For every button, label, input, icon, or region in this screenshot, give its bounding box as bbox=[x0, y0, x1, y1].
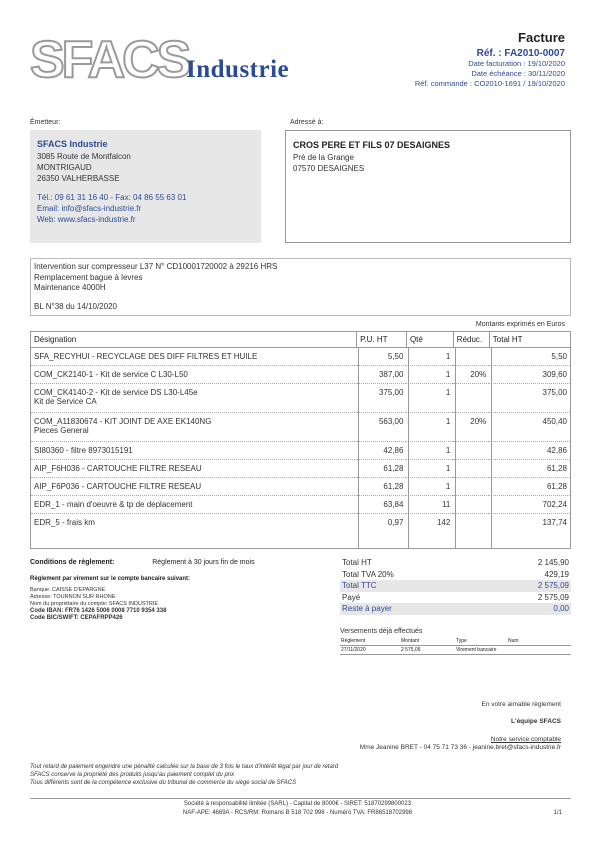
header-pu: P.U. HT bbox=[357, 332, 407, 348]
table-header-row bbox=[31, 332, 570, 348]
emetteur-name: SFACS Industrie bbox=[37, 139, 108, 149]
line-reduc: 20% bbox=[453, 366, 489, 384]
emetteur-address2: MONTRIGAUD bbox=[37, 163, 92, 172]
reste-row bbox=[340, 603, 571, 615]
vers-header-reglement: Règlement bbox=[340, 637, 400, 646]
line-qte: 11 bbox=[406, 496, 453, 514]
client-address1: Pré de la Grange bbox=[293, 153, 354, 162]
line-designation bbox=[31, 348, 357, 366]
vers-type: Virement bancaire bbox=[455, 646, 507, 655]
emetteur-web[interactable]: Web: www.sfacs-industrie.fr bbox=[37, 215, 136, 224]
montants-note: Montants exprimés en Euros bbox=[475, 321, 565, 328]
line-designation-sub: Pieces General bbox=[34, 426, 89, 435]
total-label: Total TVA 20% bbox=[342, 569, 394, 579]
line-pu: 61,28 bbox=[357, 460, 407, 478]
totals-section bbox=[340, 557, 571, 615]
line-designation-main: AIP_F6H036 - CARTOUCHE FILTRE RESEAU bbox=[34, 464, 202, 473]
intervention-line3: Maintenance 4000H bbox=[34, 283, 106, 292]
footer-divider bbox=[30, 798, 571, 799]
line-pu: 0,97 bbox=[387, 518, 404, 527]
line-qte: 1 bbox=[406, 460, 453, 478]
line-reduc bbox=[453, 496, 489, 514]
line-designation-main: SFA_RECYHUI - RECYCLAGE DES DIFF FILTRES ET HUILE bbox=[34, 352, 258, 361]
client-address2: 07570 DESAIGNES bbox=[293, 164, 365, 173]
intervention-box bbox=[30, 258, 571, 316]
line-total: 61,28 bbox=[489, 460, 570, 478]
line-total: 42,86 bbox=[489, 442, 570, 460]
emetteur-email[interactable]: Email: info@sfacs-industrie.fr bbox=[37, 204, 142, 213]
table-row bbox=[31, 496, 570, 514]
emetteur-tel: Tél.: 09 61 31 16 40 - Fax: 04 86 55 63 01 bbox=[37, 193, 187, 202]
line-pu: 63,84 bbox=[357, 496, 407, 514]
table-row bbox=[31, 384, 570, 413]
intervention-line2: Remplacement bague à levres bbox=[34, 272, 143, 282]
bank-owner: Nom du propriétaire du compte: SFACS INDUSTRIE bbox=[30, 601, 159, 607]
line-qte: 1 bbox=[406, 442, 453, 460]
line-reduc bbox=[453, 514, 489, 532]
emetteur-address1: 3085 Route de Montfalcon bbox=[37, 152, 131, 161]
line-pu: 375,00 bbox=[357, 384, 407, 413]
page-number: 1/1 bbox=[553, 810, 562, 816]
line-designation-main: COM_CK4140-2 - Kit de service DS L30-L45e bbox=[34, 388, 198, 397]
conditions-value: Règlement à 30 jours fin de mois bbox=[152, 559, 255, 566]
total-ttc-row bbox=[340, 580, 571, 592]
adresse-label: Adressé à: bbox=[290, 119, 324, 126]
line-designation bbox=[31, 496, 357, 514]
total-value: 2 575,09 bbox=[537, 581, 569, 590]
total-value: 429,19 bbox=[544, 569, 569, 579]
col-divider bbox=[358, 347, 359, 548]
line-reduc bbox=[453, 478, 489, 496]
line-designation bbox=[31, 460, 357, 478]
bank-name: Banque: CAISSE D'EPARGNE bbox=[30, 587, 106, 593]
conditions-label: Conditions de règlement: bbox=[30, 559, 115, 566]
line-designation-main: AIP_F6P036 - CARTOUCHE FILTRE RESEAU bbox=[34, 482, 202, 491]
line-total: 450,40 bbox=[489, 413, 570, 442]
line-designation-main: SI80360 - filtre 8973015191 bbox=[34, 446, 133, 455]
legal-line2: SFACS conserve la propriété des produits jusqu'au paiement complet du prix bbox=[30, 772, 235, 778]
bank-bic: Code BIC/SWIFT: CEPAFRPP426 bbox=[30, 615, 123, 621]
line-total: 137,74 bbox=[542, 518, 567, 527]
line-designation-sub: Kit de Service CA bbox=[34, 397, 97, 406]
vers-num bbox=[507, 646, 571, 655]
total-label: Total HT bbox=[342, 558, 372, 567]
line-designation bbox=[31, 478, 357, 496]
invoice-ref: Réf. : FA2010-0007 bbox=[476, 48, 565, 59]
line-pu: 5,50 bbox=[357, 348, 407, 366]
line-qte: 1 bbox=[406, 348, 453, 366]
adresse-box bbox=[285, 130, 571, 243]
line-qte: 142 bbox=[436, 518, 451, 527]
line-reduc bbox=[453, 384, 489, 413]
vers-montant: 2 575,09 bbox=[400, 646, 455, 655]
intervention-line1: Intervention sur compresseur L37 N° CD10001720002 à 29216 HRS bbox=[34, 262, 278, 271]
service-comptable: Notre service comptable bbox=[490, 736, 561, 743]
line-pu: 563,00 bbox=[357, 413, 407, 442]
total-label: Total TTC bbox=[342, 581, 377, 590]
line-designation-main: COM_CK2140-1 - Kit de service C L30-L50 bbox=[34, 370, 188, 379]
total-label: Reste à payer bbox=[342, 604, 392, 613]
conditions-section bbox=[30, 557, 330, 622]
line-reduc: 20% bbox=[453, 413, 489, 442]
vers-header-num: Num bbox=[507, 637, 571, 646]
legal-line1: Tout retard de paiement engendre une pénalité calculée sur la base de 3 fois le taux d'intérêt légal par jour de retard bbox=[30, 764, 339, 770]
table-row bbox=[31, 348, 570, 366]
header-reduc: Réduc. bbox=[453, 332, 489, 348]
versements-section bbox=[340, 628, 571, 655]
line-designation bbox=[31, 514, 357, 532]
footer-line1: Société à responsabilité limitée (SARL) - Capital de 8000€ - SIRET: 51870299800023 bbox=[183, 801, 412, 807]
table-row bbox=[31, 442, 570, 460]
ref-commande: Réf. commande : CO2010-1691 / 19/10/2020 bbox=[414, 79, 565, 88]
header-designation: Désignation bbox=[31, 332, 357, 348]
table-row bbox=[31, 478, 570, 496]
col-divider bbox=[491, 347, 492, 548]
total-value: 2 575,09 bbox=[537, 592, 569, 602]
contact-line: Mme Jeanine BRET - 04 75 71 73 36 - jeanine.bret@sfacs-industrie.fr bbox=[359, 744, 561, 751]
line-qte: 1 bbox=[406, 413, 453, 442]
line-total: 61,28 bbox=[489, 478, 570, 496]
line-total: 375,00 bbox=[489, 384, 570, 413]
emetteur-address3: 26350 VALHERBASSE bbox=[37, 174, 120, 183]
invoice-header bbox=[415, 30, 565, 89]
line-qte: 1 bbox=[406, 384, 453, 413]
salutation: En votre aimable règlement bbox=[481, 701, 561, 708]
table-row bbox=[31, 413, 570, 442]
vers-header-type: Type bbox=[455, 637, 507, 646]
invoice-lines-table bbox=[30, 331, 571, 549]
vers-header-montant: Montant bbox=[400, 637, 455, 646]
line-total: 5,50 bbox=[489, 348, 570, 366]
line-qte: 1 bbox=[406, 366, 453, 384]
total-tva-row bbox=[340, 569, 571, 581]
line-designation-main: EDR_1 - main d'oeuvre & tp de deplacement bbox=[34, 500, 193, 509]
line-pu: 42,86 bbox=[357, 442, 407, 460]
header-qte: Qté bbox=[406, 332, 453, 348]
legal-line3: Tous différents sont de la compétence exclusive du tribunal de commerce du siège social de SFACS bbox=[30, 780, 297, 786]
table-row bbox=[31, 366, 570, 384]
footer-line2: NAF-APE: 4669A - RCS/RM: Romans B 518 702 998 - Numéro TVA: FR86518702998 bbox=[182, 810, 413, 816]
table-row bbox=[340, 646, 571, 655]
line-designation bbox=[31, 442, 357, 460]
date-echeance: Date échéance : 30/11/2020 bbox=[471, 69, 565, 78]
line-designation-main: COM_A11830674 - KIT JOINT DE AXE EK140NG bbox=[34, 417, 212, 426]
table-row bbox=[31, 514, 570, 532]
total-value: 0,00 bbox=[553, 604, 569, 613]
total-ht-row bbox=[340, 557, 571, 569]
vers-reglement: 27/11/2020 bbox=[340, 646, 400, 655]
company-logo bbox=[30, 30, 320, 90]
line-total: 309,60 bbox=[489, 366, 570, 384]
header-total: Total HT bbox=[489, 332, 570, 348]
line-reduc bbox=[453, 460, 489, 478]
legal-notice bbox=[30, 763, 338, 787]
bank-iban: Code IBAN: FR76 1426 5006 0008 7710 9354 338 bbox=[30, 608, 167, 614]
versements-title: Versements déjà effectués bbox=[340, 628, 423, 635]
line-reduc bbox=[453, 442, 489, 460]
invoice-title: Facture bbox=[518, 30, 565, 45]
line-qte: 1 bbox=[406, 478, 453, 496]
versements-table bbox=[340, 637, 571, 655]
paye-row bbox=[340, 592, 571, 604]
total-value: 2 145,90 bbox=[537, 558, 569, 567]
bank-address: Adresse: TOURNON SUR RHONE bbox=[30, 594, 116, 600]
line-designation bbox=[31, 366, 357, 384]
bank-title: Règlement par virement sur le compte bancaire suivant: bbox=[30, 576, 191, 582]
emetteur-label: Émetteur: bbox=[30, 119, 61, 126]
emetteur-box bbox=[30, 130, 261, 243]
logo-industrie-text: Industrie bbox=[186, 56, 290, 83]
line-designation bbox=[31, 413, 357, 442]
col-divider bbox=[455, 347, 456, 548]
line-pu: 61,28 bbox=[357, 478, 407, 496]
line-designation-main: EDR_5 - frais km bbox=[34, 518, 95, 527]
line-pu: 387,00 bbox=[357, 366, 407, 384]
table-row bbox=[31, 460, 570, 478]
line-designation bbox=[31, 384, 357, 413]
line-total: 702,24 bbox=[489, 496, 570, 514]
line-reduc bbox=[453, 348, 489, 366]
client-name: CROS PERE ET FILS 07 DESAIGNES bbox=[293, 140, 451, 150]
date-facturation: Date facturation : 19/10/2020 bbox=[468, 59, 565, 68]
total-label: Payé bbox=[342, 592, 361, 602]
intervention-bl: BL N°38 du 14/10/2020 bbox=[34, 301, 117, 311]
logo-sfacs-text: SFACS bbox=[30, 31, 189, 89]
equipe: L'équipe SFACS bbox=[511, 718, 561, 725]
col-divider bbox=[408, 347, 409, 548]
